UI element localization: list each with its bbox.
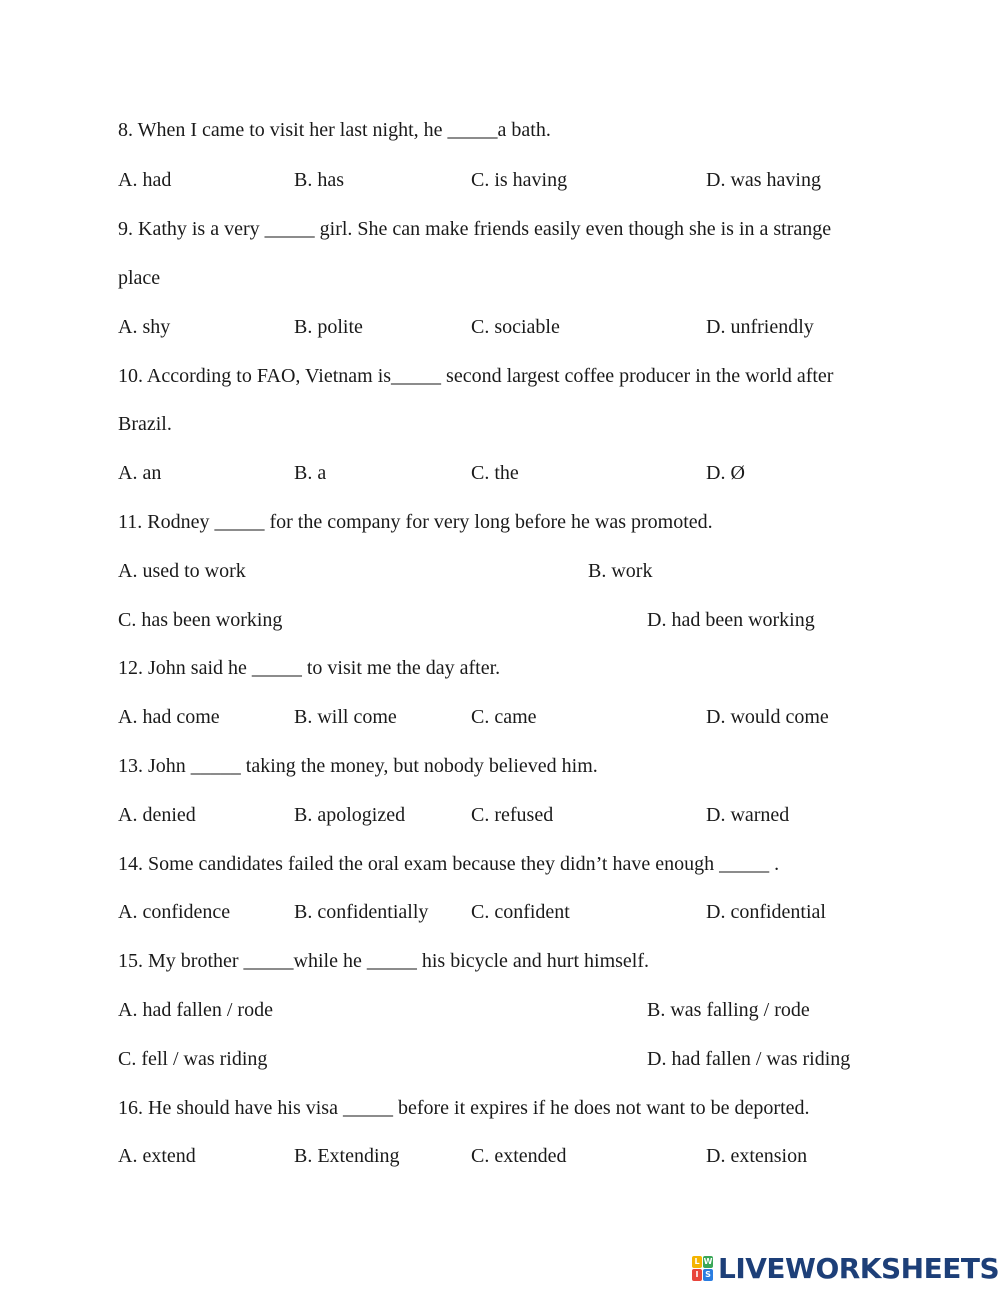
question-9-option-b: B. polite [294, 316, 363, 338]
question-12-option-c: C. came [471, 706, 537, 728]
question-14-text: 14. Some candidates failed the oral exam because they didn’t have enough _____ . [118, 853, 780, 875]
question-14-option-c: C. confident [471, 901, 570, 923]
question-16-option-a: A. extend [118, 1145, 196, 1167]
question-8-option-a: A. had [118, 169, 172, 191]
question-10-option-d: D. Ø [706, 462, 745, 484]
liveworksheets-logo-text: LIVEWORKSHEETS [718, 1252, 1000, 1285]
question-12-text: 12. John said he _____ to visit me the day after. [118, 657, 501, 679]
question-12-option-d: D. would come [706, 706, 829, 728]
question-15-text: 15. My brother _____while he _____ his bicycle and hurt himself. [118, 950, 650, 972]
question-10-option-a: A. an [118, 462, 162, 484]
question-15-option-c: C. fell / was riding [118, 1048, 268, 1070]
question-13-text: 13. John _____ taking the money, but nobody believed him. [118, 755, 598, 777]
question-11-option-d: D. had been working [647, 609, 815, 631]
question-12-option-b: B. will come [294, 706, 397, 728]
question-16-option-b: B. Extending [294, 1145, 400, 1167]
question-12-option-a: A. had come [118, 706, 220, 728]
logo-mark-cell-1: L [692, 1256, 702, 1268]
question-15-option-a: A. had fallen / rode [118, 999, 273, 1021]
question-16-option-c: C. extended [471, 1145, 567, 1167]
question-13-option-d: D. warned [706, 804, 790, 826]
question-10-option-c: C. the [471, 462, 519, 484]
question-14-option-a: A. confidence [118, 901, 231, 923]
liveworksheets-logo-icon [692, 1256, 714, 1282]
question-10-text: 10. According to FAO, Vietnam is_____ second largest coffee producer in the world after [118, 365, 834, 387]
question-9-text: 9. Kathy is a very _____ girl. She can make friends easily even though she is in a strange [118, 218, 832, 240]
question-8-option-b: B. has [294, 169, 344, 191]
question-11-text: 11. Rodney _____ for the company for very long before he was promoted. [118, 511, 713, 533]
question-8-option-d: D. was having [706, 169, 821, 191]
question-9-option-c: C. sociable [471, 316, 560, 338]
question-14-option-b: B. confidentially [294, 901, 429, 923]
question-15-option-b: B. was falling / rode [647, 999, 810, 1021]
liveworksheets-logo [692, 1253, 999, 1285]
question-16-text: 16. He should have his visa _____ before it expires if he does not want to be deported. [118, 1097, 810, 1119]
question-10-option-b: B. a [294, 462, 327, 484]
logo-mark-cell-3: I [692, 1269, 702, 1281]
question-8-option-c: C. is having [471, 169, 568, 191]
question-11-option-a: A. used to work [118, 560, 246, 582]
question-13-option-b: B. apologized [294, 804, 406, 826]
question-10-text-continued: Brazil. [118, 413, 172, 435]
question-13-option-a: A. denied [118, 804, 196, 826]
question-9-text-continued: place [118, 267, 161, 289]
logo-mark-cell-2: W [703, 1257, 713, 1266]
question-13-option-c: C. refused [471, 804, 554, 826]
question-9-option-d: D. unfriendly [706, 316, 814, 338]
question-11-option-b: B. work [588, 560, 653, 582]
question-11-option-c: C. has been working [118, 609, 283, 631]
logo-mark-cell-4: S [703, 1269, 713, 1281]
question-14-option-d: D. confidential [706, 901, 826, 923]
question-9-option-a: A. shy [118, 316, 171, 338]
question-8-text: 8. When I came to visit her last night, he _____a bath. [118, 119, 551, 141]
question-16-option-d: D. extension [706, 1145, 808, 1167]
question-15-option-d: D. had fallen / was riding [647, 1048, 851, 1070]
